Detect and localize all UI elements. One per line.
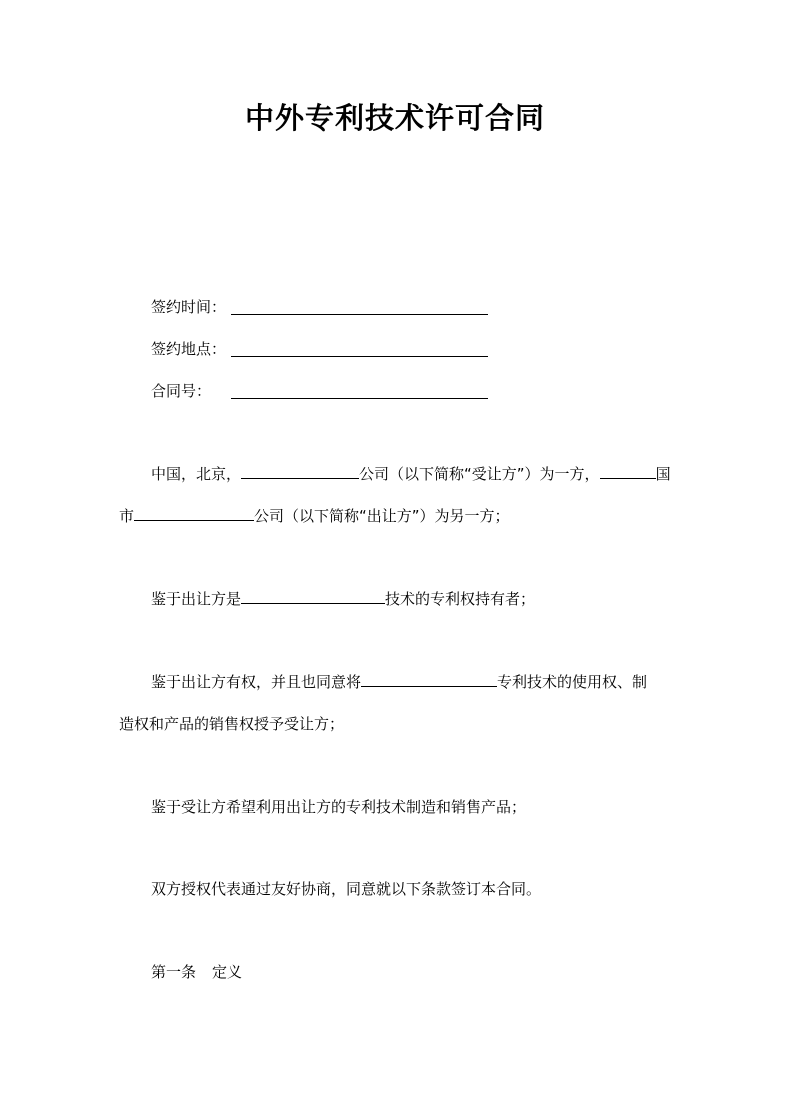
preamble-paragraph-2 [151,589,535,609]
sign-place-label: 签约地点： [151,340,227,358]
sign-place-blank [231,356,488,357]
contract-no-label: 合同号： [151,382,212,400]
preamble-text: 公司（以下简称“受让方”）为一方， [359,465,600,483]
document-title: 中外专利技术许可合同 [244,101,545,135]
contract-no-blank [231,398,488,399]
patent-technology-blank [361,672,497,687]
country-blank [600,464,656,479]
preamble-paragraph-3-line-2: 造权和产品的销售权授予受让方； [119,715,345,733]
preamble-paragraph-1-line-2 [119,506,510,526]
preamble-text: 专利技术的使用权、制 [497,673,648,691]
preamble-text: 市 [119,507,135,525]
article-title: 定义 [212,963,243,981]
article-1-heading [151,962,242,982]
preamble-text: 鉴于出让方是 [151,590,242,608]
preamble-paragraph-5: 双方授权代表通过友好协商，同意就以下条款签订本合同。 [151,880,542,898]
preamble-text: 鉴于出让方有权，并且也同意将 [151,673,362,691]
assignee-company-blank [241,464,359,479]
sign-time-blank [231,314,488,315]
sign-time-label: 签约时间： [151,298,227,316]
preamble-paragraph-4: 鉴于受让方希望利用出让方的专利技术制造和销售产品； [151,798,527,816]
preamble-text: 国 [655,465,671,483]
preamble-text: 技术的专利权持有者； [385,590,536,608]
preamble-paragraph-3 [151,672,647,692]
preamble-text: 公司（以下简称“出让方”）为另一方； [254,507,510,525]
assignor-company-blank [134,506,254,521]
preamble-text: 中国，北京， [151,465,242,483]
technology-blank [241,589,385,604]
article-number: 第一条 [151,963,197,981]
preamble-paragraph-1 [151,464,671,484]
